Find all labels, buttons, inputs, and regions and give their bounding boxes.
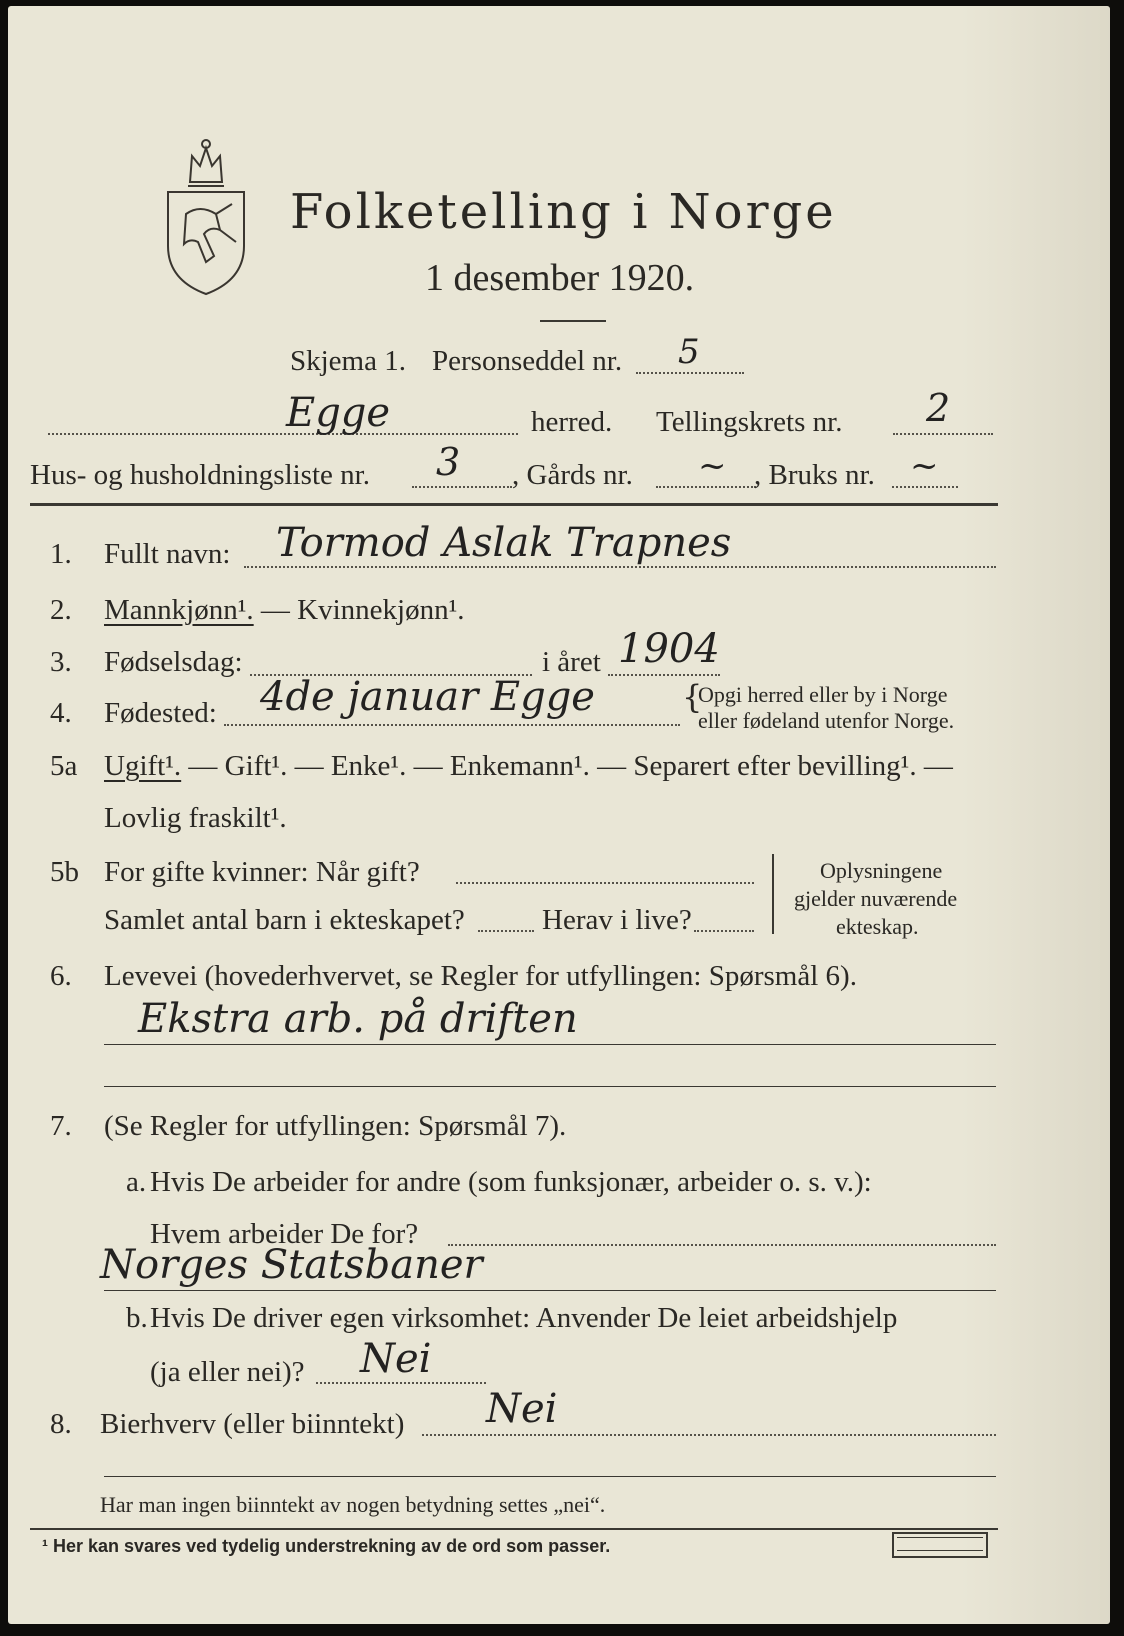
census-form (8, 6, 1110, 1624)
q7a-field[interactable] (448, 1244, 996, 1246)
q4-note-brace: { (682, 678, 703, 716)
q5a-ugift-underlined[interactable]: Ugift¹. (104, 750, 182, 782)
q5b-barn-field[interactable] (478, 930, 534, 932)
q8-number: 8. (50, 1408, 72, 1440)
q7a-field-line2[interactable] (104, 1290, 996, 1291)
q8-value: Nei (486, 1386, 558, 1432)
q7b-value: Nei (360, 1336, 432, 1382)
q5b-note-line2: gjelder nuværende (794, 886, 958, 911)
husholdning-field[interactable] (412, 486, 512, 488)
q4-number: 4. (50, 697, 72, 729)
q6-field-line1[interactable] (104, 1044, 996, 1045)
tellingskrets-label: Tellingskrets nr. (656, 406, 843, 438)
q2-kvinne[interactable]: Kvinnekjønn¹. (297, 594, 465, 626)
q7a-number: a. (126, 1166, 147, 1198)
q7b-question: (ja eller nei)? (150, 1356, 305, 1388)
q7-number: 7. (50, 1110, 72, 1142)
q4-field[interactable] (224, 724, 680, 726)
q7b-number: b. (126, 1302, 148, 1334)
q1-number: 1. (50, 538, 72, 570)
form-title: Folketelling i Norge (290, 184, 837, 240)
q7-label: (Se Regler for utfyllingen: Spørsmål 7). (104, 1110, 567, 1142)
q6-field-line2[interactable] (104, 1086, 996, 1087)
personseddel-label: Personseddel nr. (432, 345, 623, 377)
q8-label: Bierhverv (eller biinntekt) (100, 1408, 405, 1440)
q3-year-value: 1904 (618, 626, 720, 672)
personseddel-value: 5 (678, 332, 700, 372)
q2-number: 2. (50, 594, 72, 626)
q4-note-line1: Opgi herred eller by i Norge (698, 682, 948, 707)
q1-label: Fullt navn: (104, 538, 231, 570)
herred-value: Egge (286, 390, 391, 436)
husholdning-value: 3 (436, 440, 461, 484)
husholdning-label: Hus- og husholdningsliste nr. (30, 459, 370, 491)
q7b-label: Hvis De driver egen virksomhet: Anvender De leiet arbeidshjelp (150, 1302, 898, 1334)
q5b-number: 5b (50, 856, 79, 888)
footer-note: Har man ingen biinntekt av nogen betydning settes „nei“. (100, 1492, 606, 1517)
personseddel-field[interactable] (636, 372, 744, 374)
tellingskrets-field[interactable] (893, 433, 993, 435)
footer-rule (30, 1528, 998, 1530)
bruks-field[interactable] (892, 486, 958, 488)
q4-value: 4de januar Egge (260, 674, 595, 720)
q3-label: Fødselsdag: (104, 646, 243, 678)
q5b-married-field[interactable] (456, 882, 754, 884)
q6-number: 6. (50, 960, 72, 992)
gards-label: , Gårds nr. (512, 459, 633, 491)
q4-label: Fødested: (104, 697, 217, 729)
q5a-number: 5a (50, 750, 78, 782)
q8-field[interactable] (422, 1434, 996, 1436)
q1-field[interactable] (244, 566, 996, 568)
gards-value: ~ (698, 446, 727, 486)
q5b-note-line1: Oplysningene (820, 858, 943, 883)
q2-sep: — (253, 594, 298, 626)
q5a-options[interactable]: — Gift¹. — Enke¹. — Enkemann¹. — Separert efter bevilling¹. — (181, 750, 953, 782)
q7a-question: Hvem arbeider De for? (150, 1218, 419, 1250)
census-date: 1 desember 1920. (425, 257, 695, 299)
schema-label: Skjema 1. (290, 345, 406, 377)
herred-label: herred. (531, 406, 613, 438)
title-rule (540, 320, 606, 322)
q1-value: Tormod Aslak Trapnes (276, 520, 732, 566)
coat-of-arms-icon (160, 134, 252, 296)
bruks-value: ~ (910, 446, 939, 486)
bleed-through-shadow (960, 6, 1110, 1624)
q4-note-line2: eller fødeland utenfor Norge. (698, 708, 955, 733)
bruks-label: , Bruks nr. (754, 459, 875, 491)
q3-year-field[interactable] (608, 674, 720, 676)
q5b-note-line3: ekteskap. (836, 914, 919, 939)
q6-value: Ekstra arb. på driften (138, 996, 578, 1042)
printer-stamp (892, 1532, 988, 1558)
q5b-barn-label: Samlet antal barn i ekteskapet? (104, 904, 465, 936)
q3-year-label: i året (542, 646, 601, 678)
q5b-label: For gifte kvinner: Når gift? (104, 856, 420, 888)
q8-field-line2[interactable] (104, 1476, 996, 1477)
q6-label: Levevei (hovederhvervet, se Regler for utfyllingen: Spørsmål 6). (104, 960, 857, 992)
q2-mann-underlined[interactable]: Mannkjønn¹. (104, 594, 254, 626)
herred-field[interactable] (48, 433, 518, 435)
q5b-note-bracket (772, 854, 774, 934)
gards-field[interactable] (656, 486, 756, 488)
header-rule (30, 503, 998, 506)
q5b-live-field[interactable] (694, 930, 754, 932)
q3-number: 3. (50, 646, 72, 678)
q7b-field[interactable] (316, 1382, 486, 1384)
footnote: ¹ Her kan svares ved tydelig understrekning av de ord som passer. (42, 1536, 611, 1556)
q7a-value: Norges Statsbaner (100, 1242, 483, 1288)
q5a-line2[interactable]: Lovlig fraskilt¹. (104, 802, 287, 834)
q5b-live-label: Herav i live? (542, 904, 692, 936)
q7a-label: Hvis De arbeider for andre (som funksjonær, arbeider o. s. v.): (150, 1166, 872, 1198)
tellingskrets-value: 2 (926, 386, 951, 430)
